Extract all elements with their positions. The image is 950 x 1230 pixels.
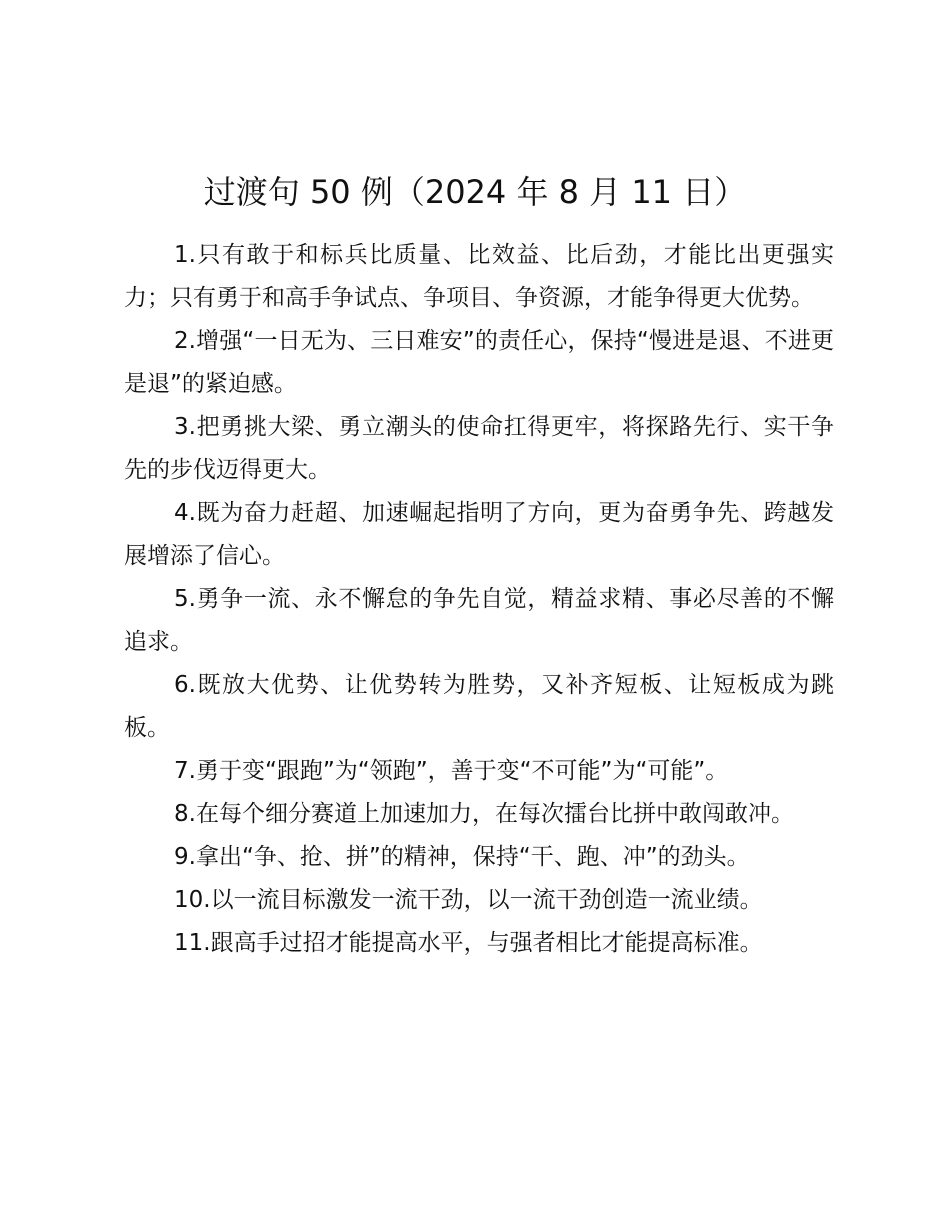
paragraph-11: 11.跟高手过招才能提高水平，与强者相比才能提高标准。	[174, 930, 763, 956]
document-body	[124, 234, 834, 965]
document-title: 过渡句 50 例（2024 年 8 月 11 日）	[203, 173, 747, 211]
paragraph-1: 1.只有敢于和标兵比质量、比效益、比后劲，才能比出更强实力；只有勇于和高手争试点、争项目、争资源，才能争得更大优势。	[124, 242, 834, 311]
paragraph-6: 6.既放大优势、让优势转为胜势，又补齐短板、让短板成为跳板。	[124, 672, 834, 741]
paragraph-4: 4.既为奋力赶超、加速崛起指明了方向，更为奋勇争先、跨越发展增添了信心。	[124, 500, 834, 569]
paragraph-8: 8.在每个细分赛道上加速加力，在每次擂台比拼中敢闯敢冲。	[174, 801, 794, 827]
paragraph-5: 5.勇争一流、永不懈怠的争先自觉，精益求精、事必尽善的不懈追求。	[124, 586, 834, 655]
paragraph-3: 3.把勇挑大梁、勇立潮头的使命扛得更牢，将探路先行、实干争先的步伐迈得更大。	[124, 414, 834, 483]
paragraph-7: 7.勇于变“跟跑”为“领跑”，善于变“不可能”为“可能”。	[174, 758, 729, 784]
paragraph-10: 10.以一流目标激发一流干劲，以一流干劲创造一流业绩。	[174, 887, 763, 913]
paragraph-9: 9.拿出“争、抢、拼”的精神，保持“干、跑、冲”的劲头。	[174, 844, 750, 870]
paragraph-2: 2.增强“一日无为、三日难安”的责任心，保持“慢进是退、不进更是退”的紧迫感。	[124, 328, 834, 397]
